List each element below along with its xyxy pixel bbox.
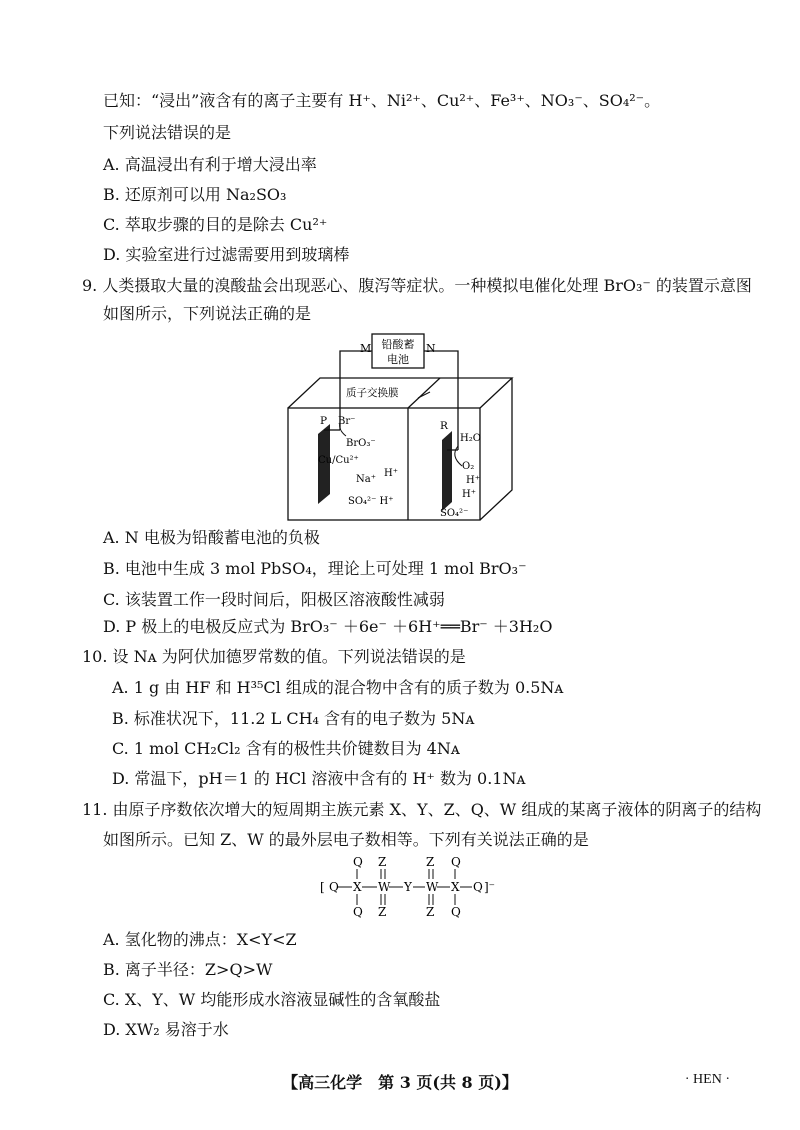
q10-option-c: C. 1 mol CH₂Cl₂ 含有的极性共价键数目为 4Nᴀ [112,739,460,758]
atom-q-right: Q [473,880,483,894]
atom-q-bottom-right: Q [451,905,461,919]
electrolysis-diagram [280,330,540,525]
label-cu: Cu/Cu²⁺ [318,455,359,466]
label-hplus-left: H⁺ [384,468,398,479]
known-prefix: 已知：“浸出”液含有的离子主要有 [103,91,349,110]
atom-w-right: W [426,880,439,894]
atom-z-top-left: Z [378,855,387,869]
q8-option-a: A. 高温浸出有利于增大浸出率 [103,155,317,174]
label-p: P [320,415,328,427]
atom-q-left: Q [329,880,339,894]
atom-x-left: X [353,880,362,894]
q11-stem-line1: 11. 由原子序数依次增大的短周期主族元素 X、Y、Z、Q、W 组成的某离子液体的阴离子的结构 [82,800,762,819]
q10-stem: 10. 设 Nᴀ 为阿伏加德罗常数的值。下列说法错误的是 [82,647,466,666]
atom-z-bottom-left: Z [378,905,387,919]
atom-y: Y [404,880,412,894]
q10-option-d: D. 常温下，pH＝1 的 HCl 溶液中含有的 H⁺ 数为 0.1Nᴀ [112,769,526,788]
wire-right [424,351,458,450]
page-footer: 【高三化学 第 3 页(共 8 页)】 [282,1073,518,1092]
label-bro3: BrO₃⁻ [346,438,376,449]
q11-option-c: C. X、Y、W 均能形成水溶液显碱性的含氧酸盐 [103,990,441,1009]
q11-option-d: D. XW₂ 易溶于水 [103,1020,229,1039]
label-na: Na⁺ [356,474,376,485]
q11-stem-line2: 如图所示。已知 Z、W 的最外层电子数相等。下列有关说法正确的是 [103,830,589,849]
electrode-r [442,431,452,511]
atom-q-bottom-left: Q [353,905,363,919]
terminal-n: N [426,342,436,355]
q9-option-d: D. P 极上的电极反应式为 BrO₃⁻ ＋6e⁻ ＋6H⁺══Br⁻ ＋3H₂O [103,617,553,636]
anion-structure [318,854,498,920]
bracket-left: [ [320,880,325,894]
q10-option-a: A. 1 g 由 HF 和 H³⁵Cl 组成的混合物中含有的质子数为 0.5Nᴀ [112,678,564,697]
q9-option-c: C. 该装置工作一段时间后，阳极区溶液酸性减弱 [103,590,445,609]
label-hplus-right-2: H⁺ [462,489,476,500]
q8-stem: 下列说法错误的是 [103,123,232,142]
known-ions-line [103,91,660,111]
battery-label-1: 铅酸蓄 [381,338,415,351]
exam-code: · HEN · [684,1072,730,1087]
atom-z-bottom-right: Z [426,905,435,919]
q8-option-d: D. 实验室进行过滤需要用到玻璃棒 [103,245,350,264]
membrane-label: 质子交换膜 [346,387,399,399]
proton-exchange-membrane [408,378,440,408]
cell-side [480,378,512,520]
atom-q-top-left: Q [353,855,363,869]
cell-top [288,378,512,408]
label-h2o: H₂O [460,433,481,444]
q8-option-b: B. 还原剂可以用 Na₂SO₃ [103,185,287,204]
atom-x-right: X [451,880,460,894]
q9-stem-line1: 9. 人类摄取大量的溴酸盐会出现恶心、腹泻等症状。一种模拟电催化处理 BrO₃⁻ 的装置示意图 [82,276,752,295]
label-so4-right: SO₄²⁻ [440,508,469,519]
q11-option-b: B. 离子半径：Z>Q>W [103,960,273,979]
label-so4-left: SO₄²⁻ H⁺ [348,496,394,507]
q8-option-c: C. 萃取步骤的目的是除去 Cu²⁺ [103,215,328,234]
bracket-right: ]⁻ [484,880,496,894]
label-o2: O₂ [462,461,475,472]
q10-option-b: B. 标准状况下，11.2 L CH₄ 含有的电子数为 5Nᴀ [112,709,475,728]
q9-stem-line2: 如图所示，下列说法正确的是 [103,304,312,323]
label-r: R [440,420,448,432]
known-ions: H⁺、Ni²⁺、Cu²⁺、Fe³⁺、NO₃⁻、SO₄²⁻。 [348,91,661,110]
q11-option-a: A. 氢化物的沸点：X<Y<Z [103,930,297,949]
atom-w-left: W [378,880,391,894]
q9-option-b: B. 电池中生成 3 mol PbSO₄，理论上可处理 1 mol BrO₃⁻ [103,559,527,578]
label-hplus-right: H⁺ [466,475,480,486]
q9-option-a: A. N 电极为铅酸蓄电池的负极 [103,528,320,547]
battery-label-2: 电池 [387,353,409,366]
atom-q-top-right: Q [451,855,461,869]
terminal-m: M [360,342,372,355]
label-br: Br⁻ [338,416,356,427]
atom-z-top-right: Z [426,855,435,869]
